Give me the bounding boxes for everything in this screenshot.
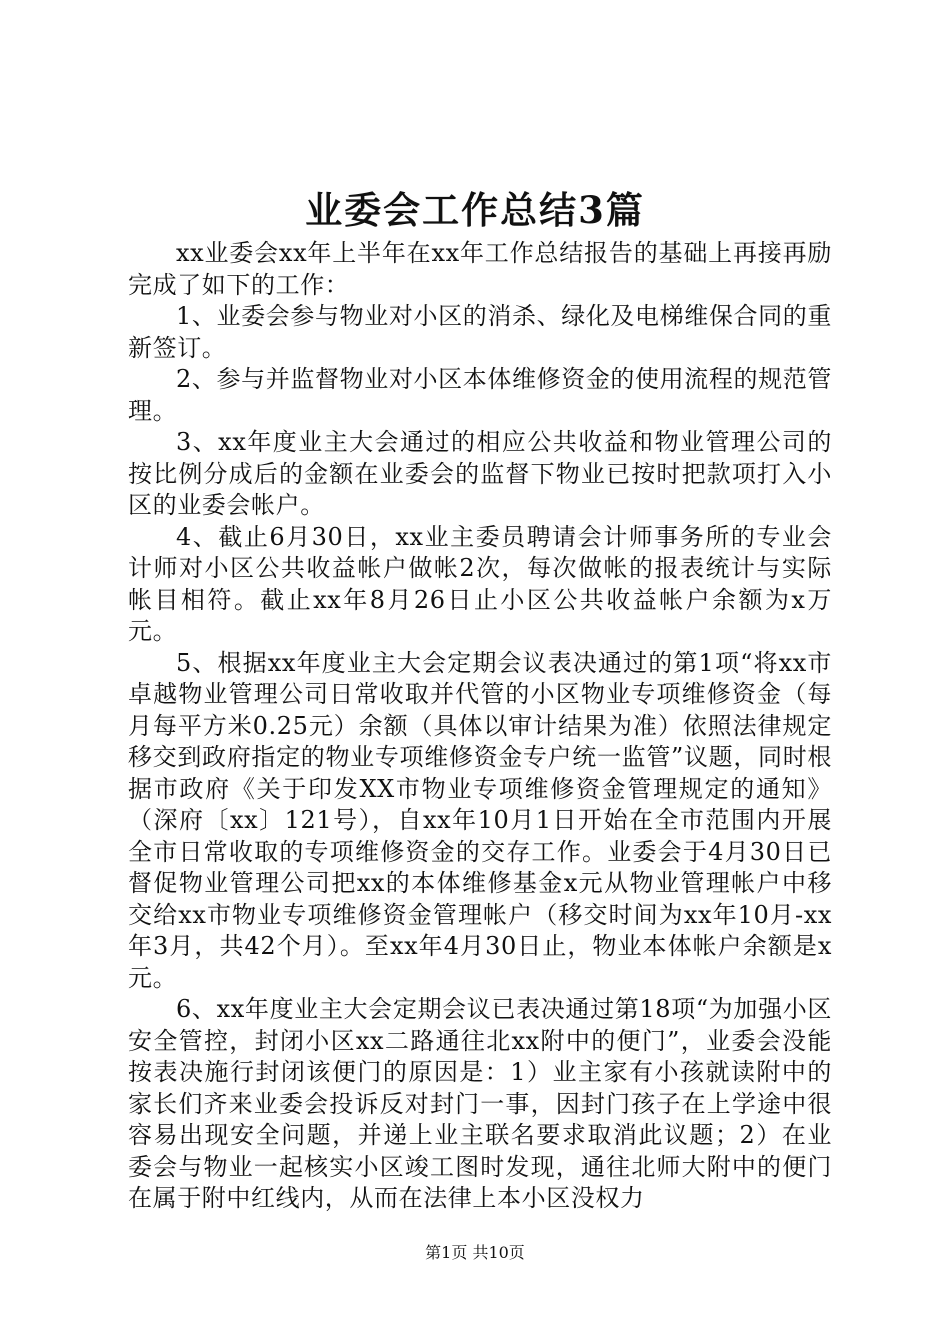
paragraph-intro: xx业委会xx年上半年在xx年工作总结报告的基础上再接再励完成了如下的工作： (128, 239, 832, 299)
paragraph-item-4: 4、截止6月30日，xx业主委员聘请会计师事务所的专业会计师对小区公共收益帐户做帐2次，每次做帐的报表统计与实际帐目相符。截止xx年8月26日止小区公共收益帐户余额为x万元。 (128, 522, 832, 645)
paragraph-item-5: 5、根据xx年度业主大会定期会议表决通过的第1项“将xx市卓越物业管理公司日常收取并代管的小区物业专项维修资金（每月每平方米0.25元）余额（具体以审计结果为准）依照法律规定移交到政府指定的物业专项维修资金专户统一监管”议题，同时根据市政府《关于印发XX市物业专项维修资金管理规定的通知》（深府〔xx〕121号），自xx年10月1日开始在全市范围内开展全市日常收取的专项维修资金的交存工作。业委会于4月30日已督促物业管理公司把xx的本体维修基金x元从物业管理帐户中移交给xx市物业专项维修资金管理帐户（移交时间为xx年10月-xx年3月，共42个月）。至xx年4月30日止，物业本体帐户余额是x元。 (128, 648, 832, 992)
paragraph-item-2: 2、参与并监督物业对小区本体维修资金的使用流程的规范管理。 (128, 365, 832, 425)
paragraph-item-6: 6、xx年度业主大会定期会议已表决通过第18项“为加强小区安全管控，封闭小区xx二路通往北xx附中的便门”，业委会没能按表决施行封闭该便门的原因是：1）业主家有小孩就读附中的家长们齐来业委会投诉反对封门一事，因封门孩子在上学途中很容易出现安全问题，并递上业主联名要求取消此议题；2）在业委会与物业一起核实小区竣工图时发现，通往北师大附中的便门在属于附中红线内，从而在法律上本小区没权力 (128, 995, 832, 1212)
document-title: 业委会工作总结3篇 (305, 188, 645, 232)
paragraph-item-3: 3、xx年度业主大会通过的相应公共收益和物业管理公司的按比例分成后的金额在业委会的监督下物业已按时把款项打入小区的业委会帐户。 (128, 428, 832, 519)
paragraph-item-1: 1、业委会参与物业对小区的消杀、绿化及电梯维保合同的重新签订。 (128, 302, 832, 362)
page-footer: 第1页 共10页 (425, 1243, 525, 1262)
document-body (128, 238, 832, 1215)
